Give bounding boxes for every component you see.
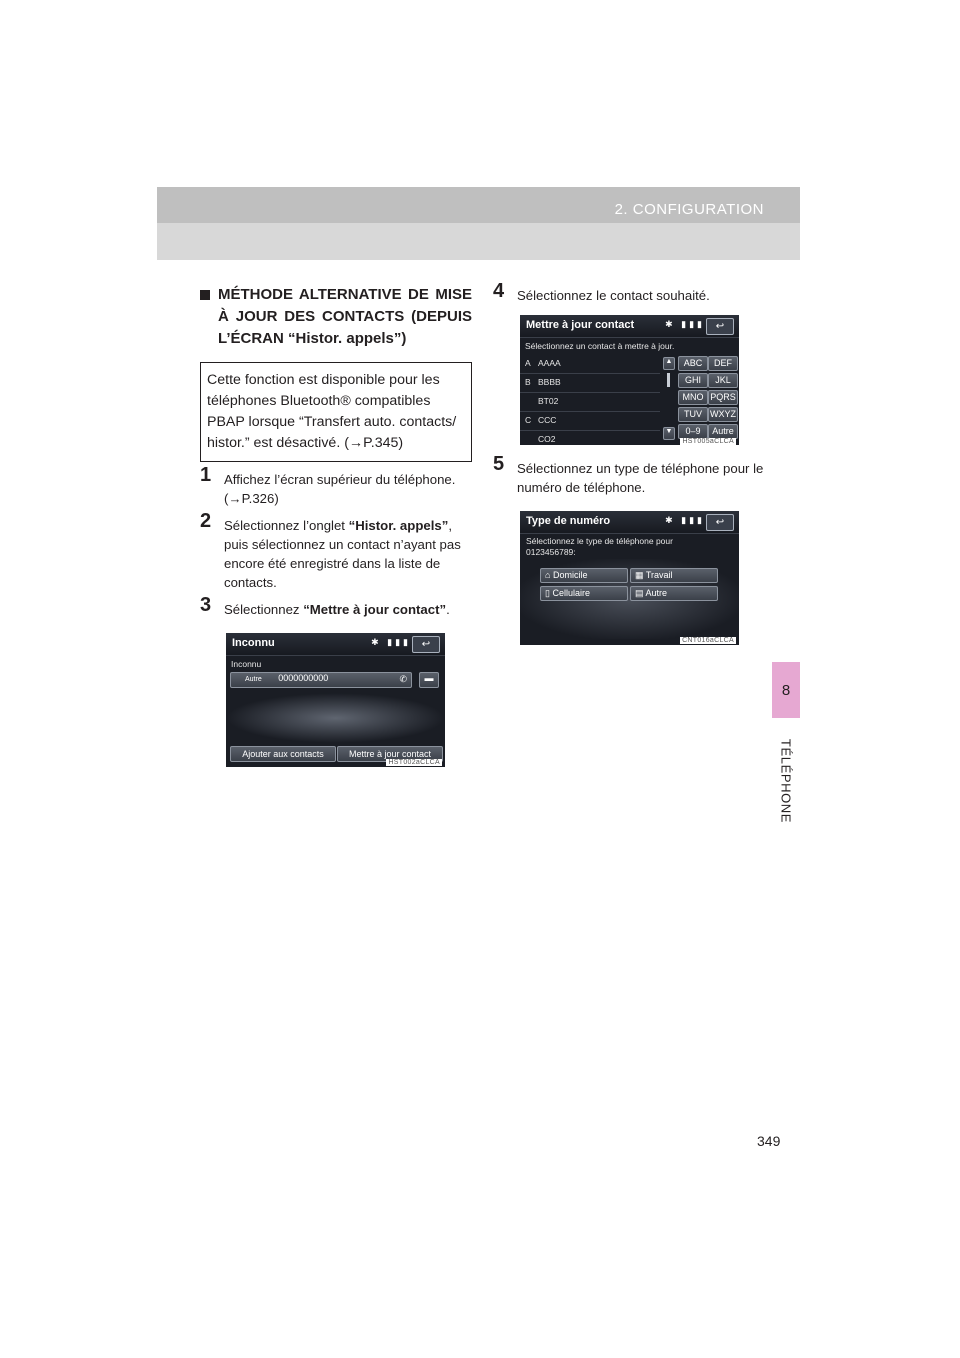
step-number: 1 <box>200 464 212 486</box>
chapter-label-text: TÉLÉPHONE <box>778 738 794 824</box>
screen-header <box>520 511 739 534</box>
figure-caption: CNT016aCLCA <box>682 637 734 644</box>
chapter-number: 8 <box>781 681 791 699</box>
key-ghi[interactable]: GHI <box>678 373 708 388</box>
contact-name: CO2 <box>538 434 556 444</box>
screenshot-number-type <box>520 511 739 645</box>
prompt-text: Sélectionnez le type de téléphone pour <box>526 536 673 546</box>
contact-name: BT02 <box>538 396 559 406</box>
step-text-bold: “Histor. appels” <box>348 518 449 533</box>
screen-title: Inconnu <box>232 637 275 649</box>
contact-list <box>520 355 660 445</box>
entry-number: 0000000000 <box>278 673 329 683</box>
step-text: Affichez l’écran supérieur du téléphone. (→P.326) <box>224 472 456 506</box>
step-3 <box>200 594 472 619</box>
list-item[interactable] <box>520 355 660 374</box>
screen-subtitle: Sélectionnez un contact à mettre à jour. <box>525 341 675 351</box>
signal-icon: ✱ ▮▮▮ <box>371 637 411 647</box>
step-number: 5 <box>493 453 505 475</box>
screen-title: Type de numéro <box>526 515 611 527</box>
screen-background-glow <box>226 693 445 743</box>
page-header <box>157 187 800 260</box>
step-text: Sélectionnez un type de téléphone pour le numéro de téléphone. <box>517 461 764 495</box>
figure-caption: HST002aCLCA <box>388 759 440 766</box>
screenshot-update-contact <box>520 315 739 445</box>
section-title <box>200 284 472 350</box>
key-def[interactable]: DEF <box>708 356 738 371</box>
list-item[interactable] <box>520 412 660 431</box>
section-heading: 2. CONFIGURATION <box>614 201 764 218</box>
header-band <box>157 187 800 223</box>
step-text-pre: Sélectionnez <box>224 602 304 617</box>
button-label: Cellulaire <box>552 588 590 598</box>
chapter-label <box>772 726 800 836</box>
contact-name: AAAA <box>538 358 561 368</box>
chapter-tab <box>772 662 800 718</box>
figure-caption: HST005aCLCA <box>682 438 734 445</box>
signal-icon: ✱ ▮▮▮ <box>665 319 705 329</box>
key-pqrs[interactable]: PQRS <box>708 390 738 405</box>
step-text-post: , puis sélectionnez un contact n’ayant pas encore été enregistré dans la liste de contacts. <box>224 518 461 590</box>
home-icon: ⌂ <box>545 570 551 580</box>
screen-title: Mettre à jour contact <box>526 319 635 331</box>
screen-header <box>226 633 445 656</box>
message-button[interactable]: ▬ <box>419 672 439 688</box>
key-wxyz[interactable]: WXYZ <box>708 407 738 422</box>
step-4 <box>493 280 773 305</box>
key-0-9[interactable]: 0–9 <box>678 424 708 439</box>
step-2 <box>200 510 472 592</box>
scrollbar-thumb[interactable] <box>667 373 670 387</box>
button-label: Travail <box>645 570 673 580</box>
step-number: 3 <box>200 594 212 616</box>
work-type-button[interactable] <box>630 568 718 583</box>
entry-type-label: Autre <box>245 676 262 683</box>
signal-icon: ✱ ▮▮▮ <box>665 515 705 525</box>
key-jkl[interactable]: JKL <box>708 373 738 388</box>
phone-icon: ✆ <box>399 674 407 684</box>
home-type-button[interactable] <box>540 568 628 583</box>
back-arrow-icon[interactable]: ↩ <box>706 514 734 531</box>
page-number: 349 <box>757 1133 781 1149</box>
back-arrow-icon[interactable]: ↩ <box>706 318 734 335</box>
section-title-text: MÉTHODE ALTERNATIVE DE MISE À JOUR DES CONTACTS (DEPUIS L’ÉCRAN “Histor. appels”) <box>218 286 472 347</box>
contact-entry-button[interactable] <box>230 672 412 688</box>
screen-subtitle: Inconnu <box>231 659 262 669</box>
update-contact-button[interactable]: Mettre à jour contact <box>337 746 443 762</box>
list-item[interactable] <box>520 393 660 412</box>
step-text-post: . <box>446 602 450 617</box>
add-to-contacts-button[interactable]: Ajouter aux contacts <box>230 746 336 762</box>
step-number: 4 <box>493 280 505 302</box>
list-item[interactable] <box>520 374 660 393</box>
step-text-pre: Sélectionnez l’onglet <box>224 518 349 533</box>
note-box: Cette fonction est disponible pour les téléphones Bluetooth® compatibles PBAP lorsque “Transfert auto. contacts/ histor.” est désactivé. (→P.345) <box>200 362 472 462</box>
book-icon: ▤ <box>635 588 644 598</box>
key-mno[interactable]: MNO <box>678 390 708 405</box>
list-item[interactable] <box>520 431 660 445</box>
right-column <box>493 280 773 645</box>
scroll-up-button[interactable]: ▲ <box>663 357 675 370</box>
list-index-letter: A <box>525 358 531 368</box>
key-abc[interactable]: ABC <box>678 356 708 371</box>
list-index-letter: B <box>525 377 531 387</box>
screen-header <box>520 315 739 338</box>
scroll-down-button[interactable]: ▼ <box>663 427 675 440</box>
step-text: Sélectionnez le contact souhaité. <box>517 288 710 303</box>
back-arrow-icon[interactable]: ↩ <box>412 636 440 653</box>
step-number: 2 <box>200 510 212 532</box>
key-tuv[interactable]: TUV <box>678 407 708 422</box>
button-label: Autre <box>645 588 668 598</box>
step-5 <box>493 453 773 497</box>
mobile-type-button[interactable] <box>540 586 628 601</box>
key-autre[interactable]: Autre <box>708 424 738 439</box>
step-text-bold: “Mettre à jour contact” <box>303 602 447 617</box>
screenshot-inconnu <box>226 633 445 767</box>
button-label: Domicile <box>552 570 588 580</box>
building-icon: ▦ <box>635 570 644 580</box>
contact-name: BBBB <box>538 377 561 387</box>
other-type-button[interactable] <box>630 586 718 601</box>
phone-number-text: 0123456789: <box>526 547 576 557</box>
contact-name: CCC <box>538 415 557 425</box>
left-column <box>200 284 472 767</box>
step-1 <box>200 464 472 508</box>
list-index-letter: C <box>525 415 532 425</box>
square-bullet-icon <box>200 290 210 300</box>
mobile-icon: ▯ <box>545 588 550 598</box>
